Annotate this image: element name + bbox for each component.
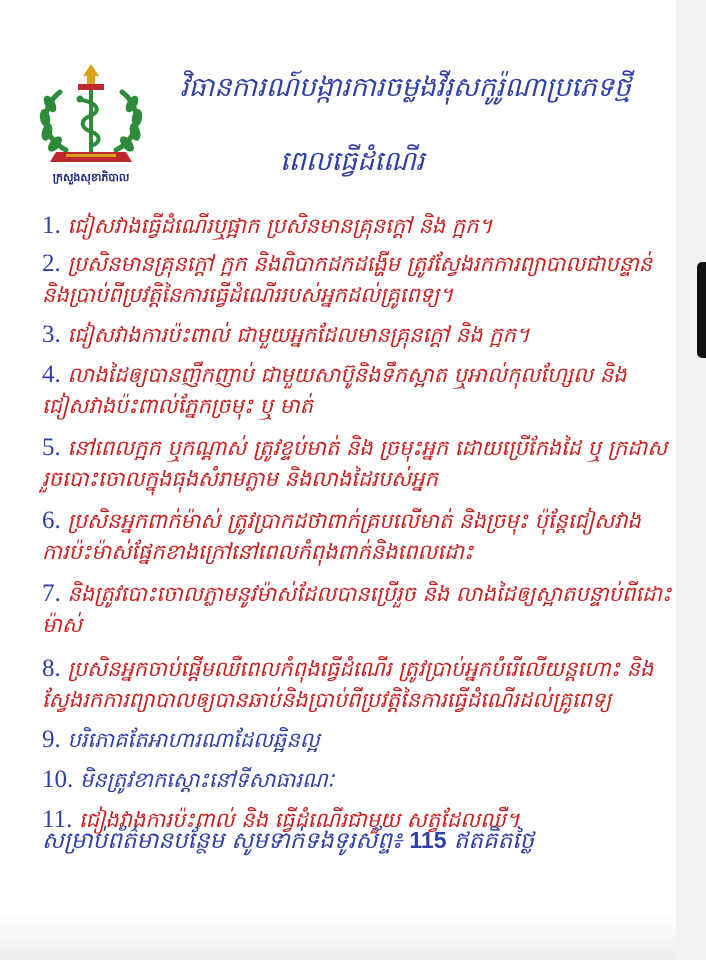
list-item (42, 724, 672, 756)
footer-text: សម្រាប់ព័ត៌មានបន្ថែម សូមទាក់ទងទូរស័ព្ទ៖ (42, 828, 403, 854)
item-text: ជៀសវាងធ្វើដំណើរឬផ្អាក ប្រសិនមានគ្រុនក្ដៅ និង ក្អក។ (67, 214, 493, 238)
item-text: និងត្រូវបោះចោលភ្លាមនូវម៉ាស់ដែលបានប្រើរួច និង លាងដៃឲ្យស្អាតបន្ទាប់ពីដោះម៉ាស់ (42, 582, 672, 637)
item-number: 9. (42, 726, 61, 753)
item-text: ជៀសវាងការប៉ះពាល់ ជាមួយអ្នកដែលមានគ្រុនក្ដៅ និង ក្អក។ (67, 323, 530, 347)
item-number: 6. (42, 507, 61, 534)
ministry-logo (20, 62, 162, 188)
list-item (42, 248, 672, 311)
hotline-number[interactable]: 115 (409, 827, 447, 853)
side-handle[interactable] (697, 262, 706, 358)
logo-caption: ក្រសួងសុខាភិបាល (52, 171, 130, 184)
list-item (42, 578, 672, 641)
caduceus-emblem-icon (20, 62, 162, 170)
item-text: មិនត្រូវខាកស្ដោះនៅទីសាធារណៈ (79, 768, 335, 792)
item-number: 4. (42, 361, 61, 388)
item-text: ជៀងវាងការប៉ះពាល់ និង ធ្វើដំណើរជាមួយ សត្វដែលឈឺ។ (79, 808, 520, 832)
list-item (42, 210, 672, 242)
list-item (42, 432, 672, 495)
item-number: 5. (42, 434, 61, 461)
page-title: វិធានការណ៍បង្ការការចម្លងវីរុសកូរ៉ូណាប្រភេទថ្មី (180, 72, 632, 103)
item-number: 7. (42, 580, 61, 607)
list-item (42, 359, 672, 422)
item-text: នៅពេលក្អក ឬកណ្ដាស់ ត្រូវខ្ទប់មាត់ និង ច្រមុះអ្នក ដោយប្រើកែងដៃ ឬ ក្រដាស រួចបោះចោលក្នុងធុងសំរាមភ្លាម និងលាងដៃរបស់អ្នក (42, 436, 668, 491)
item-text: បរិភោគតែអាហារណាដែលឆ្អិនល្អ (67, 728, 320, 752)
item-text: ប្រសិនអ្នកពាក់ម៉ាស់ ត្រូវប្រាកដថាពាក់គ្របលើមាត់ និងច្រមុះ ប៉ុន្តែជៀសវាងការប៉ះម៉ាស់ផ្នែកខាងក្រៅនៅពេលកំពុងពាក់និងពេលដោះ (42, 509, 641, 564)
list-item (42, 505, 672, 568)
hotline-footer (42, 818, 672, 863)
travel-tips-list (42, 210, 672, 836)
item-number: 10. (42, 766, 74, 793)
item-text: លាងដៃឲ្យបានញឹកញាប់ ជាមួយសាប៊ូនិងទឹកស្អាត ឬអាល់កុលហ្សែល និង ជៀសវាងប៉ះពាល់ភ្នែកច្រមុះ ឬ មាត់ (42, 363, 627, 418)
bottom-shade (0, 912, 676, 960)
item-number: 1. (42, 212, 61, 239)
right-edge-panel (676, 0, 706, 960)
item-text: ប្រសិនមានគ្រុនក្ដៅ ក្អក និងពិបាកដកដង្ហើម ត្រូវស្វែងរកការព្យាបាលជាបន្ទាន់ និងប្រាប់ពីប្រវត្តិនៃការធ្វើដំណើររបស់អ្នកដល់គ្រូពេទ្យ។ (42, 252, 653, 307)
list-item (42, 319, 672, 351)
list-item (42, 764, 672, 796)
item-number: 2. (42, 250, 61, 277)
page-subtitle: ពេលធ្វើដំណើរ (280, 146, 425, 177)
item-number: 8. (42, 655, 61, 682)
list-item (42, 653, 672, 716)
footer-suffix: ឥតគិតថ្លៃ (453, 828, 535, 854)
item-text: ប្រសិនអ្នកចាប់ផ្ដើមឈឺពេលកំពុងធ្វើដំណើរ ត្រូវប្រាប់អ្នកបំរើលើយន្តហោះ និងស្វែងរកការព្យាបាលឲ្យបានឆាប់និងប្រាប់ពីប្រវត្តិនៃការធ្វើដំណើរដល់គ្រូពេទ្យ (42, 657, 654, 712)
item-number: 11. (42, 806, 73, 833)
item-number: 3. (42, 321, 61, 348)
